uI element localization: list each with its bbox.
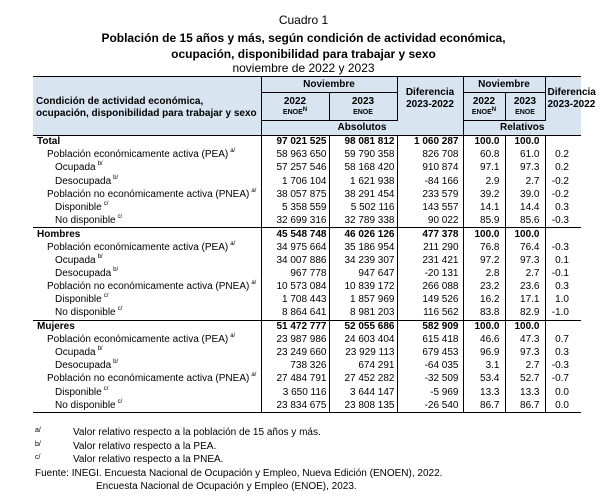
row-label-text: Disponible [55, 386, 102, 398]
row-label-text: No disponible [55, 214, 116, 226]
row-label-text: Mujeres [37, 320, 75, 332]
footnote-mark: a/ [35, 427, 41, 434]
row-label-text: No disponible [55, 307, 116, 319]
cell-ad: 266 088 [397, 281, 463, 294]
cell-r23: 100.0 [505, 228, 545, 241]
cell-a22: 34 975 664 [261, 241, 329, 254]
cell-rd: -0.2 [545, 175, 581, 188]
row-footnote-mark: b/ [113, 266, 119, 273]
footnote-mark: b/ [35, 440, 41, 448]
row-label [33, 254, 261, 267]
cell-r22: 96.9 [463, 347, 505, 360]
cell-a22: 738 326 [261, 360, 329, 373]
table-date: noviembre de 2022 y 2023 [232, 61, 375, 75]
header-relativos: Relativos [463, 121, 581, 136]
row-footnote-mark: c/ [117, 306, 123, 313]
row-label-text: Población económicamente activa (PEA) [47, 333, 229, 345]
cell-r23: 47.3 [505, 333, 545, 346]
row-footnote-mark: a/ [230, 148, 236, 155]
header-2022-abs-enoe: ENOEN [282, 107, 308, 116]
cell-r22: 3.1 [463, 360, 505, 373]
cell-a23: 1 857 969 [329, 294, 397, 307]
row-footnote-mark: a/ [230, 240, 236, 247]
row-label [33, 149, 261, 162]
row-label [33, 267, 261, 280]
row-label [33, 215, 261, 228]
row-label-text: Disponible [55, 294, 102, 306]
header-2022-rel [463, 93, 505, 121]
row-label [33, 162, 261, 175]
cell-ad: 826 708 [397, 149, 463, 162]
row-label-text: Población económicamente activa (PEA) [47, 241, 229, 253]
cell-r22: 97.2 [463, 254, 505, 267]
table-number: Cuadro 1 [278, 13, 329, 27]
cell-ad: 615 418 [397, 333, 463, 346]
footnote [35, 440, 321, 454]
table-row [33, 399, 581, 412]
cell-r22: 2.9 [463, 175, 505, 188]
row-label [33, 347, 261, 360]
cell-a23: 674 291 [329, 360, 397, 373]
cell-a22: 58 963 650 [261, 149, 329, 162]
cell-r22: 100.0 [463, 136, 505, 149]
cell-rd: -0.3 [545, 241, 581, 254]
footnote-text: Valor relativo respecto a la población de 15 años y más. [73, 427, 321, 438]
cell-a22: 45 548 748 [261, 228, 329, 241]
cell-ad: 231 421 [397, 254, 463, 267]
table-row [33, 162, 581, 175]
cell-rd: 0.2 [545, 162, 581, 175]
cell-a23: 10 839 172 [329, 281, 397, 294]
cell-rd [545, 136, 581, 149]
cell-r23: 23.6 [505, 281, 545, 294]
row-label-text: Desocupada [55, 267, 112, 279]
row-label [33, 294, 261, 307]
table-row [33, 347, 581, 360]
footnote-text: Valor relativo respecto a la PNEA. [73, 454, 224, 465]
cell-a23: 1 621 938 [329, 175, 397, 188]
cell-r22: 83.8 [463, 307, 505, 320]
cell-rd: 0.0 [545, 386, 581, 399]
header-2023-rel-enoe: ENOE [515, 109, 535, 116]
data-table [33, 76, 596, 413]
cell-r22: 76.8 [463, 241, 505, 254]
header-2023-abs-year: 2023 [351, 96, 375, 107]
cell-r22: 100.0 [463, 228, 505, 241]
row-label [33, 399, 261, 412]
row-label [33, 175, 261, 188]
cell-ad: 477 378 [397, 228, 463, 241]
row-footnote-mark: c/ [103, 201, 109, 208]
row-footnote-mark: b/ [113, 174, 119, 181]
row-label-text: Desocupada [55, 175, 112, 187]
cell-ad: -64 035 [397, 360, 463, 373]
row-label [33, 188, 261, 201]
cell-r22: 97.1 [463, 162, 505, 175]
table-row [33, 281, 581, 294]
table-row [33, 228, 581, 241]
row-label-text: Población no económicamente activa (PNEA) [47, 373, 250, 385]
row-footnote-mark: c/ [103, 293, 109, 300]
header-absolutos: Absolutos [261, 121, 463, 136]
cell-rd: -0.7 [545, 373, 581, 386]
row-label [33, 386, 261, 399]
header-diferencia-abs-years: 2023-2022 [406, 98, 454, 110]
cell-a23: 46 026 126 [329, 228, 397, 241]
cell-a23: 59 790 358 [329, 149, 397, 162]
cell-ad: -84 166 [397, 175, 463, 188]
cell-a23: 23 929 113 [329, 347, 397, 360]
cell-rd: 0.2 [545, 149, 581, 162]
cell-a22: 23 987 986 [261, 333, 329, 346]
table-title-line-1: Población de 15 años y más, según condición de actividad económica, [101, 31, 506, 45]
cell-ad: -32 509 [397, 373, 463, 386]
cell-rd: 0.0 [545, 399, 581, 412]
table-row [33, 333, 581, 346]
row-footnote-mark: c/ [117, 398, 123, 405]
header-2022-rel-enoe: ENOEN [471, 107, 497, 116]
cell-rd: 1.0 [545, 294, 581, 307]
row-label [33, 241, 261, 254]
cell-r23: 14.4 [505, 201, 545, 214]
cell-a22: 27 484 791 [261, 373, 329, 386]
cell-rd: -1.0 [545, 307, 581, 320]
cell-r23: 52.7 [505, 373, 545, 386]
cell-r23: 97.3 [505, 347, 545, 360]
table-row [33, 188, 581, 201]
header-2022-rel-year: 2022 [472, 96, 496, 107]
cell-a22: 23 834 675 [261, 399, 329, 412]
cell-a23: 32 789 338 [329, 215, 397, 228]
header-condition: Condición de actividad económica, ocupación, disponibilidad para trabajar y sexo [33, 77, 261, 136]
source-line-1: Fuente: INEGI. Encuesta Nacional de Ocupación y Empleo, Nueva Edición (ENOEN), 2022. [35, 468, 443, 479]
table-row [33, 267, 581, 280]
cell-r22: 2.8 [463, 267, 505, 280]
cell-a23: 35 186 954 [329, 241, 397, 254]
cell-a22: 967 778 [261, 267, 329, 280]
row-label-text: Disponible [55, 202, 102, 214]
cell-a22: 38 057 875 [261, 188, 329, 201]
cell-r22: 16.2 [463, 294, 505, 307]
table-title [0, 30, 607, 62]
cell-a22: 5 358 559 [261, 201, 329, 214]
table-row [33, 241, 581, 254]
cell-rd: 0.3 [545, 347, 581, 360]
cell-a23: 8 981 203 [329, 307, 397, 320]
table-row [33, 175, 581, 188]
row-label-text: Población económicamente activa (PEA) [47, 149, 229, 161]
header-diferencia-rel-label: Diferencia [547, 86, 596, 98]
row-label [33, 281, 261, 294]
cell-rd [545, 320, 581, 333]
row-label [33, 228, 261, 241]
cell-ad: 1 060 287 [397, 136, 463, 149]
row-footnote-mark: a/ [230, 332, 236, 339]
cell-rd: -0.1 [545, 267, 581, 280]
footnotes [35, 426, 321, 467]
cell-a22: 57 257 546 [261, 162, 329, 175]
cell-r23: 76.4 [505, 241, 545, 254]
cell-r23: 97.3 [505, 162, 545, 175]
cell-r23: 97.3 [505, 254, 545, 267]
row-footnote-mark: a/ [251, 372, 257, 379]
header-diferencia-abs-label: Diferencia [405, 86, 455, 98]
cell-a23: 24 603 404 [329, 333, 397, 346]
cell-a23: 3 644 147 [329, 386, 397, 399]
cell-r22: 13.3 [463, 386, 505, 399]
row-label-text: Total [37, 136, 61, 148]
cell-rd: -0.2 [545, 188, 581, 201]
cell-a23: 27 452 282 [329, 373, 397, 386]
footnote-mark: c/ [35, 454, 41, 461]
table-row [33, 215, 581, 228]
cell-ad: 149 526 [397, 294, 463, 307]
header-diferencia-rel [545, 77, 596, 121]
cell-a22: 8 864 641 [261, 307, 329, 320]
cell-ad: 90 022 [397, 215, 463, 228]
table-body [33, 136, 581, 413]
header-diferencia-abs [397, 77, 463, 121]
cell-ad: 143 557 [397, 201, 463, 214]
table-row [33, 136, 581, 149]
row-footnote-mark: c/ [103, 385, 109, 392]
cell-r23: 85.6 [505, 215, 545, 228]
cell-a23: 52 055 686 [329, 320, 397, 333]
cell-ad: 116 562 [397, 307, 463, 320]
cell-r23: 13.3 [505, 386, 545, 399]
row-footnote-mark: a/ [251, 187, 257, 194]
table-row [33, 307, 581, 320]
table-row [33, 149, 581, 162]
row-label [33, 360, 261, 373]
table-row [33, 201, 581, 214]
row-label [33, 333, 261, 346]
cell-a23: 23 808 135 [329, 399, 397, 412]
row-label-text: Ocupada [55, 162, 96, 174]
footnote [35, 426, 321, 440]
cell-r23: 61.0 [505, 149, 545, 162]
row-label-text: Ocupada [55, 254, 96, 266]
cell-a22: 51 472 777 [261, 320, 329, 333]
table-row [33, 254, 581, 267]
row-footnote-mark: b/ [97, 253, 103, 260]
cell-rd: -0.3 [545, 360, 581, 373]
header-2023-abs [329, 93, 397, 121]
table-row [33, 360, 581, 373]
header-2022-abs-year: 2022 [283, 96, 307, 107]
cell-a23: 947 647 [329, 267, 397, 280]
cell-r22: 14.1 [463, 201, 505, 214]
header-2023-rel [505, 93, 545, 121]
row-label-text: Población no económicamente activa (PNEA) [47, 281, 250, 293]
row-label-text: Población no económicamente activa (PNEA) [47, 188, 250, 200]
cell-ad: 211 290 [397, 241, 463, 254]
cell-a23: 38 291 454 [329, 188, 397, 201]
cell-a22: 97 021 525 [261, 136, 329, 149]
cell-r22: 53.4 [463, 373, 505, 386]
header-2022-abs [261, 93, 329, 121]
row-footnote-mark: b/ [97, 346, 103, 353]
header-2023-rel-year: 2023 [513, 96, 537, 107]
cell-a22: 1 708 443 [261, 294, 329, 307]
table-title-line-2: ocupación, disponibilidad para trabajar y sexo [171, 47, 436, 61]
cell-rd: 0.1 [545, 254, 581, 267]
cell-ad: -5 969 [397, 386, 463, 399]
cell-r23: 17.1 [505, 294, 545, 307]
row-label [33, 201, 261, 214]
cell-ad: 679 453 [397, 347, 463, 360]
row-footnote-mark: c/ [117, 213, 123, 220]
cell-r23: 86.7 [505, 399, 545, 412]
table-row [33, 294, 581, 307]
footnote [35, 453, 321, 467]
header-2023-abs-enoe: ENOE [353, 109, 373, 116]
cell-r22: 86.7 [463, 399, 505, 412]
source-note [35, 467, 442, 493]
row-footnote-mark: b/ [113, 359, 119, 366]
cell-r23: 2.7 [505, 175, 545, 188]
cell-a23: 34 239 307 [329, 254, 397, 267]
cell-a22: 32 699 316 [261, 215, 329, 228]
row-label [33, 307, 261, 320]
cell-rd: 0.3 [545, 201, 581, 214]
table-row [33, 320, 581, 333]
cell-ad: -20 131 [397, 267, 463, 280]
row-footnote-mark: a/ [251, 280, 257, 287]
row-label [33, 320, 261, 333]
row-label-text: Desocupada [55, 360, 112, 372]
header-noviembre-rel: Noviembre [463, 77, 545, 93]
cell-r22: 23.2 [463, 281, 505, 294]
cell-a23: 5 502 116 [329, 201, 397, 214]
row-label-text: Ocupada [55, 347, 96, 359]
cell-r22: 85.9 [463, 215, 505, 228]
cell-r23: 39.0 [505, 188, 545, 201]
row-footnote-mark: b/ [97, 161, 103, 168]
cell-a22: 34 007 886 [261, 254, 329, 267]
cell-a22: 3 650 116 [261, 386, 329, 399]
cell-r23: 100.0 [505, 136, 545, 149]
source-line-2: Encuesta Nacional de Ocupación y Empleo (ENOE), 2023. [96, 481, 357, 492]
cell-r23: 100.0 [505, 320, 545, 333]
table-row [33, 386, 581, 399]
cell-rd: 0.3 [545, 281, 581, 294]
cell-ad: 582 909 [397, 320, 463, 333]
row-label [33, 136, 261, 149]
cell-r22: 46.6 [463, 333, 505, 346]
cell-a23: 58 168 420 [329, 162, 397, 175]
table-row [33, 373, 581, 386]
cell-r23: 2.7 [505, 267, 545, 280]
cell-ad: 910 874 [397, 162, 463, 175]
row-label-text: No disponible [55, 399, 116, 411]
cell-r22: 100.0 [463, 320, 505, 333]
row-label-text: Hombres [37, 228, 81, 240]
header-diferencia-rel-years: 2023-2022 [547, 98, 596, 110]
cell-rd: -0.3 [545, 215, 581, 228]
cell-a22: 23 249 660 [261, 347, 329, 360]
cell-ad: -26 540 [397, 399, 463, 412]
header-noviembre-abs: Noviembre [261, 77, 397, 93]
cell-r23: 82.9 [505, 307, 545, 320]
cell-a22: 10 573 084 [261, 281, 329, 294]
footnote-text: Valor relativo respecto a la PEA. [73, 440, 217, 452]
cell-r22: 60.8 [463, 149, 505, 162]
cell-rd [545, 228, 581, 241]
cell-r23: 2.7 [505, 360, 545, 373]
cell-r22: 39.2 [463, 188, 505, 201]
cell-a23: 98 081 812 [329, 136, 397, 149]
row-label [33, 373, 261, 386]
cell-rd: 0.7 [545, 333, 581, 346]
cell-ad: 233 579 [397, 188, 463, 201]
cell-a22: 1 706 104 [261, 175, 329, 188]
